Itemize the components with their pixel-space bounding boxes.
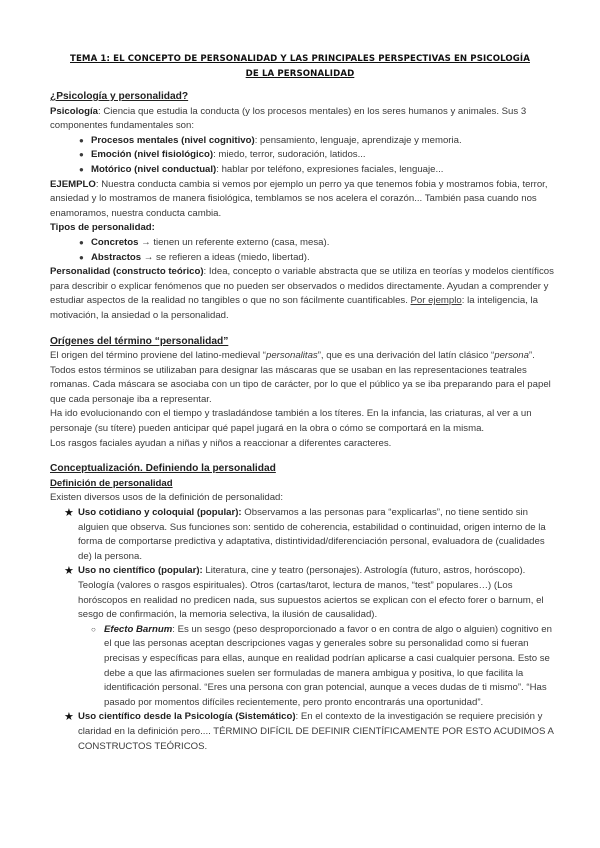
bullet-icon: ● <box>79 237 84 247</box>
text-span: ”, que es una derivación del latín clásico “ <box>317 350 495 362</box>
page-title <box>50 52 550 81</box>
component-term: Procesos mentales (nivel cognitivo) <box>91 134 255 146</box>
use-text: Literatura, cine y teatro (personajes). Astrología (futuro, astros, horóscopo). Teología (valores o rasgos espirituales). Otros (cartas/tarot, lectura de manos, “test” populares…) (Los horóscopos en realidad no predicen nada, sus supuestos aciertos se explican con el efecto forer o barnum, el sesgo de confirmación, la memoria selectiva, la ilusión de causalidad). <box>78 565 544 621</box>
bullet-icon: ● <box>79 252 84 262</box>
origenes-paragraph-3: Los rasgos faciales ayudan a niñas y niños a reaccionar a diferentes caracteres. <box>50 437 392 449</box>
component-text: : miedo, terror, sudoración, latidos... <box>213 149 366 161</box>
document-body <box>50 90 555 754</box>
section-heading-conceptualizacion: Conceptualización. Definiendo la personalidad <box>50 463 276 475</box>
component-text: : pensamiento, lenguaje, aprendizaje y memoria. <box>254 134 462 146</box>
component-term: Emoción (nivel fisiológico) <box>91 149 214 161</box>
list-item <box>50 236 555 251</box>
section-heading-psicologia: ¿Psicología y personalidad? <box>50 91 189 102</box>
list-item <box>50 163 555 178</box>
tipos-heading-text: Tipos de personalidad: <box>50 222 155 234</box>
constructo-tail: : la inteligencia, la motivación, la ansiedad o la personalidad. <box>50 295 538 321</box>
title-line-1: TEMA 1: EL CONCEPTO DE PERSONALIDAD Y LAS PRINCIPALES PERSPECTIVAS EN PSICOLOGÍA <box>70 54 530 64</box>
term-ejemplo: EJEMPLO <box>50 178 96 190</box>
bullet-icon: ● <box>79 164 84 174</box>
term-constructo: Personalidad (constructo teórico) <box>50 266 204 278</box>
text-span: El origen del término proviene del latino-medieval “ <box>50 350 266 362</box>
ejemplo-paragraph <box>50 178 555 222</box>
list-item <box>50 623 555 711</box>
term-psicologia: Psicología <box>50 105 98 117</box>
list-item <box>50 134 555 149</box>
tipo-term: Abstractos <box>91 251 142 263</box>
use-term: Uso cotidiano y coloquial (popular): <box>78 507 242 519</box>
use-text: Observamos a las personas para “explicarlas”, no tiene sentido sin alguien que observa. Sus funciones son: sentido de coherencia, estabilidad o continuidad, origen interno de la forma de comportarse predictiva y adaptativa, distintividad/diferenciación personal, evaluadora de (cualidades de) la persona. <box>78 507 546 562</box>
italic-term: personalitas <box>265 350 318 362</box>
star-icon: ★ <box>64 711 74 724</box>
component-term: Motórico (nivel conductual) <box>91 163 217 175</box>
tipo-term: Concretos <box>91 236 139 248</box>
list-item <box>50 564 555 622</box>
use-term: Uso científico desde la Psicología (Sistemático) <box>78 711 296 723</box>
component-text: : hablar por teléfono, expresiones faciales, lenguaje... <box>216 163 444 175</box>
constructo-paragraph <box>50 265 555 323</box>
bullet-icon: ● <box>79 135 84 145</box>
psicologia-text: : Ciencia que estudia la conducta (y los procesos mentales) en los seres humanos y animales. Sus 3 componentes fundamentales son: <box>50 105 527 132</box>
definicion-intro: Existen diversos usos de la definición de personalidad: <box>50 492 284 504</box>
use-text: : En el contexto de la investigación se requiere precisión y claridad en la definición pero.... TÉRMINO DIFÍCIL DE DEFINIR CIENTÍFICAMENTE POR ESTO ACUDIMOS A CONSTRUCTOS TEÓRICOS. <box>78 711 554 752</box>
circle-bullet-icon: ○ <box>91 624 96 634</box>
list-item <box>50 148 555 163</box>
list-item <box>50 506 555 564</box>
psicologia-definition <box>50 105 555 134</box>
use-term: Uso no científico (popular): <box>78 565 203 577</box>
term-efecto-barnum: Efecto Barnum <box>104 623 173 635</box>
origenes-paragraph-1 <box>50 349 555 407</box>
section-heading-origenes: Orígenes del término “personalidad” <box>50 335 229 347</box>
star-icon: ★ <box>64 565 74 578</box>
list-item <box>50 710 555 754</box>
tipo-text: → se refieren a ideas (miedo, libertad). <box>141 251 310 263</box>
barnum-text: : Es un sesgo (peso desproporcionado a favor o en contra de algo o alguien) cognitivo en el que las personas aceptan descripciones vagas y generales sobre su personalidad como si fueran precisas y específicas para ellas, aunque en realidad podrían aplicarse a casi cualquier persona. Esto se debe a que las afirmaciones suelen ser formuladas de manera ambigua y positiva, lo que facilita la identificación personal. “Eres una persona con gran potencial, aunque a veces dudas de ti mismo”. “Has pasado por momentos difíciles recientemente, pero pronto encontrarás una oportunidad”. <box>104 623 552 708</box>
title-line-2: DE LA PERSONALIDAD <box>245 68 355 79</box>
list-item <box>50 251 555 266</box>
star-icon: ★ <box>64 507 74 520</box>
subheading-definicion: Definición de personalidad <box>50 477 173 489</box>
ejemplo-text: : Nuestra conducta cambia si vemos por ejemplo un perro ya que tenemos fobia y mostramos fobia, terror, ansiedad y lo mostramos de manera fisiológica, temblamos se nos acelera el corazón... También pasa cuando nos enamoramos, nuestra conducta cambia. <box>50 178 548 219</box>
text-span: ”. Todos estos términos se utilizaban para designar las máscaras que se usaban en las representaciones teatrales romanas. Cada máscara se asociaba con un tipo de carácter, por lo que el público ya se iba preparando para el papel que cada personaje iba a representar. <box>50 350 551 405</box>
por-ejemplo-underlined: Por ejemplo <box>410 295 462 307</box>
origenes-paragraph-2: Ha ido evolucionando con el tiempo y trasladándose también a los títeres. En la infancia, las criaturas, al ver a un personaje (su títere) pueden anticipar qué papel jugará en la obra o cómo se comportará en la misma. <box>50 408 532 435</box>
italic-term: persona <box>494 350 529 362</box>
bullet-icon: ● <box>79 150 84 160</box>
tipos-heading <box>50 221 555 236</box>
tipo-text: → tienen un referente externo (casa, mesa). <box>138 236 330 248</box>
constructo-text: : Idea, concepto o variable abstracta que se utiliza en teorías y modelos científicos para describir o explicar fenómenos que no pueden ser observados o medidos directamente. Ayudan a comprender y estudiar aspectos de la realidad no tangibles o que no son fácilmente cuantificables. <box>50 266 554 307</box>
